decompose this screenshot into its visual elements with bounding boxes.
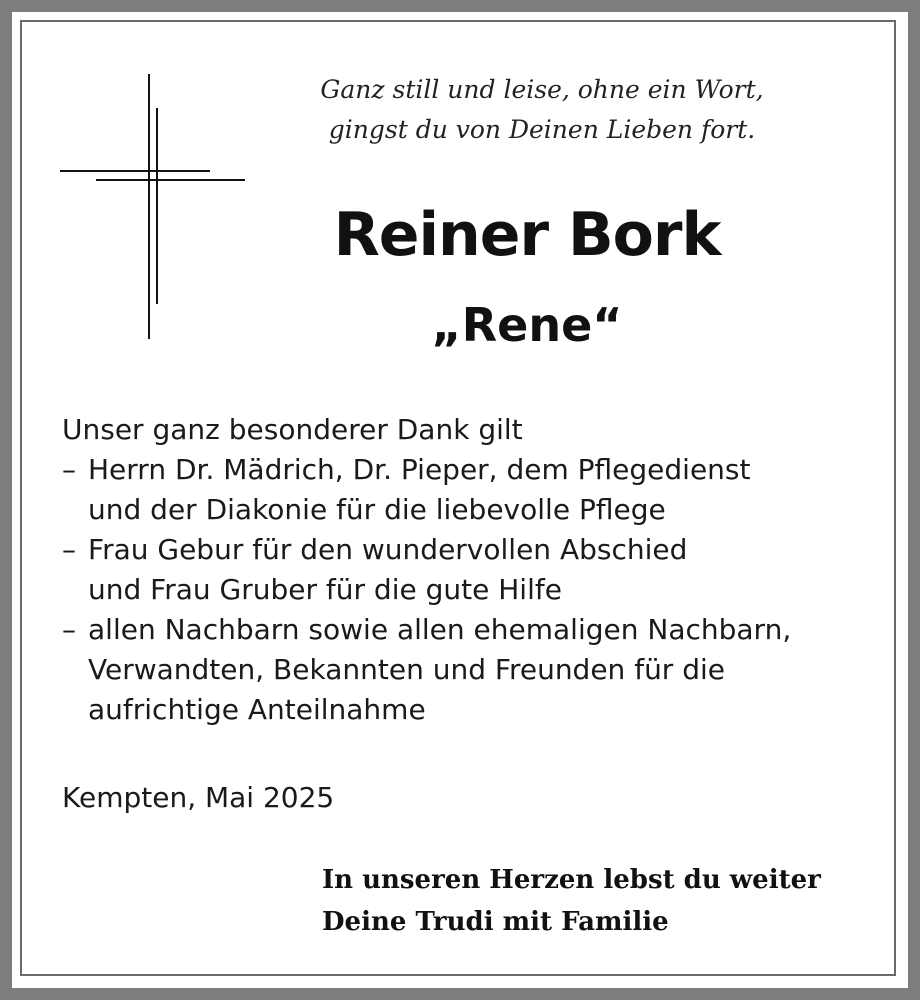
thanks-section	[62, 410, 882, 730]
deceased-nickname: „Rene“	[431, 298, 623, 352]
place-date: Kempten, Mai 2025	[62, 781, 335, 814]
deceased-name: Reiner Bork	[333, 200, 721, 270]
obituary-card	[12, 12, 908, 988]
thanks-item-line: Herrn Dr. Mädrich, Dr. Pieper, dem Pflegedienst	[88, 453, 751, 486]
thanks-item	[62, 610, 882, 730]
thanks-intro: Unser ganz besonderer Dank gilt	[62, 413, 523, 446]
poem-line-2: gingst du von Deinen Lieben fort.	[328, 115, 756, 144]
thanks-item	[62, 530, 882, 610]
thanks-item-dash: –	[62, 453, 76, 486]
thanks-item-dash: –	[62, 533, 76, 566]
thanks-item-dash: –	[62, 613, 76, 646]
thanks-item-line: Frau Gebur für den wundervollen Abschied	[88, 533, 688, 566]
thanks-item-line: und der Diakonie für die liebevolle Pflege	[88, 493, 666, 526]
thanks-item-line: aufrichtige Anteilnahme	[88, 693, 426, 726]
poem-line-1: Ganz still und leise, ohne ein Wort,	[320, 75, 764, 104]
closing-signature	[322, 859, 882, 943]
thanks-item-line: Verwandten, Bekannten und Freunden für die	[88, 653, 725, 686]
thanks-item	[62, 450, 882, 530]
poem	[252, 70, 832, 150]
closing-line-2: Deine Trudi mit Familie	[322, 907, 669, 937]
thanks-item-line: allen Nachbarn sowie allen ehemaligen Nachbarn,	[88, 613, 792, 646]
closing-line-1: In unseren Herzen lebst du weiter	[322, 865, 821, 895]
thanks-item-line: und Frau Gruber für die gute Hilfe	[88, 573, 562, 606]
